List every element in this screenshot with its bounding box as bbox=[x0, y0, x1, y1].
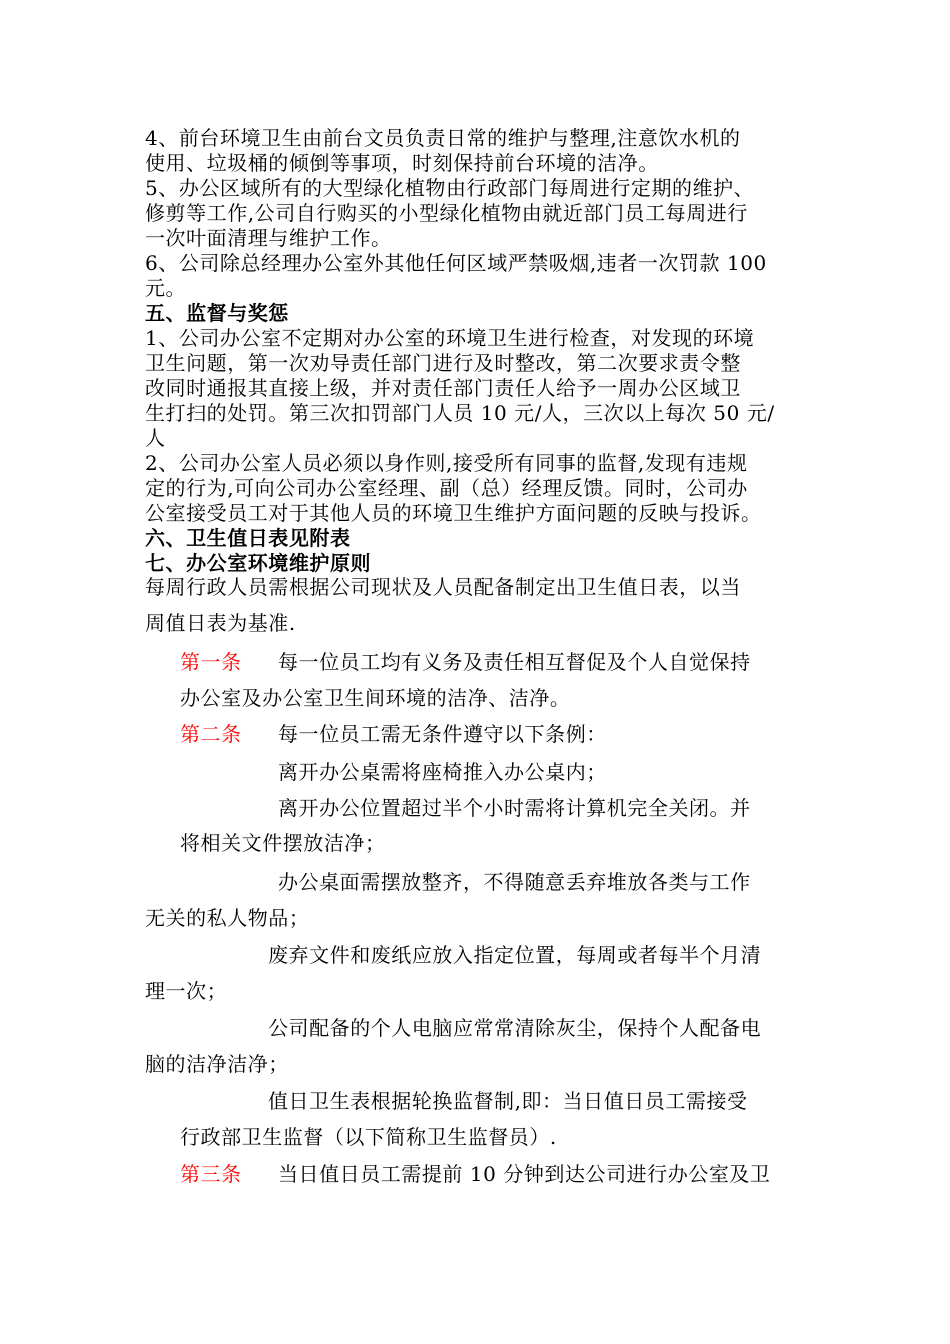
paragraph-5-line-1: 5、办公区域所有的大型绿化植物由行政部门每周进行定期的维护、 bbox=[145, 176, 755, 200]
section-6-heading: 六、卫生值日表见附表 bbox=[145, 526, 351, 550]
section-5-p2-line-2: 定的行为,可向公司办公室经理、副（总）经理反馈。同时，公司办 bbox=[145, 476, 748, 500]
item-2-line-2: 将相关文件摆放洁净； bbox=[180, 831, 386, 855]
section-7-intro-line-2: 周值日表为基准. bbox=[145, 611, 296, 635]
section-7-heading: 七、办公室环境维护原则 bbox=[145, 551, 372, 575]
item-2-line-1: 离开办公位置超过半个小时需将计算机完全关闭。并 bbox=[278, 796, 751, 820]
item-4-line-1: 废弃文件和废纸应放入指定位置，每周或者每半个月清 bbox=[268, 943, 762, 967]
item-5-line-1: 公司配备的个人电脑应常常清除灰尘，保持个人配备电 bbox=[268, 1016, 762, 1040]
paragraph-6-line-1: 6、公司除总经理办公室外其他任何区域严禁吸烟,违者一次罚款 100 bbox=[145, 251, 767, 275]
item-6-line-1: 值日卫生表根据轮换监督制,即：当日值日员工需接受 bbox=[268, 1089, 748, 1113]
item-4-line-2: 理一次； bbox=[145, 979, 228, 1003]
section-5-p1-line-1: 1、公司办公室不定期对办公室的环境卫生进行检查，对发现的环境 bbox=[145, 326, 755, 350]
article-1-line-1: 每一位员工均有义务及责任相互督促及个人自觉保持 bbox=[278, 650, 751, 674]
item-1-line-1: 离开办公桌需将座椅推入办公桌内； bbox=[278, 760, 607, 784]
article-1-label: 第一条 bbox=[180, 650, 242, 674]
article-2-label: 第二条 bbox=[180, 722, 242, 746]
paragraph-5-line-3: 一次叶面清理与维护工作。 bbox=[145, 226, 392, 250]
article-3-line-1: 当日值日员工需提前 10 分钟到达公司进行办公室及卫 bbox=[278, 1162, 771, 1186]
item-5-line-2: 脑的洁净洁净； bbox=[145, 1052, 289, 1076]
article-3-label: 第三条 bbox=[180, 1162, 242, 1186]
section-5-p2-line-3: 公室接受员工对于其他人员的环境卫生维护方面问题的反映与投诉。 bbox=[145, 501, 762, 525]
item-3-line-1: 办公桌面需摆放整齐，不得随意丢弃堆放各类与工作 bbox=[278, 870, 751, 894]
section-5-heading: 五、监督与奖惩 bbox=[145, 301, 289, 325]
section-5-p1-line-5: 人 bbox=[145, 426, 166, 450]
paragraph-5-line-2: 修剪等工作,公司自行购买的小型绿化植物由就近部门员工每周进行 bbox=[145, 201, 748, 225]
section-7-intro-line-1: 每周行政人员需根据公司现状及人员配备制定出卫生值日表，以当 bbox=[145, 575, 741, 599]
item-6-line-2: 行政部卫生监督（以下简称卫生监督员）. bbox=[180, 1125, 557, 1149]
item-3-line-2: 无关的私人物品； bbox=[145, 906, 310, 930]
article-2-line-1: 每一位员工需无条件遵守以下条例： bbox=[278, 722, 607, 746]
section-5-p1-line-3: 改同时通报其直接上级，并对责任部门责任人给予一周办公区域卫 bbox=[145, 376, 741, 400]
paragraph-4-line-1: 4、前台环境卫生由前台文员负责日常的维护与整理,注意饮水机的 bbox=[145, 126, 741, 150]
section-5-p2-line-1: 2、公司办公室人员必须以身作则,接受所有同事的监督,发现有违规 bbox=[145, 451, 748, 475]
paragraph-6-line-2: 元。 bbox=[145, 276, 187, 300]
paragraph-4-line-2: 使用、垃圾桶的倾倒等事项，时刻保持前台环境的洁净。 bbox=[145, 151, 659, 175]
section-5-p1-line-4: 生打扫的处罚。第三次扣罚部门人员 10 元/人，三次以上每次 50 元/ bbox=[145, 401, 775, 425]
article-1-line-2: 办公室及办公室卫生间环境的洁净、洁净。 bbox=[180, 686, 571, 710]
section-5-p1-line-2: 卫生问题，第一次劝导责任部门进行及时整改，第二次要求责令整 bbox=[145, 351, 741, 375]
